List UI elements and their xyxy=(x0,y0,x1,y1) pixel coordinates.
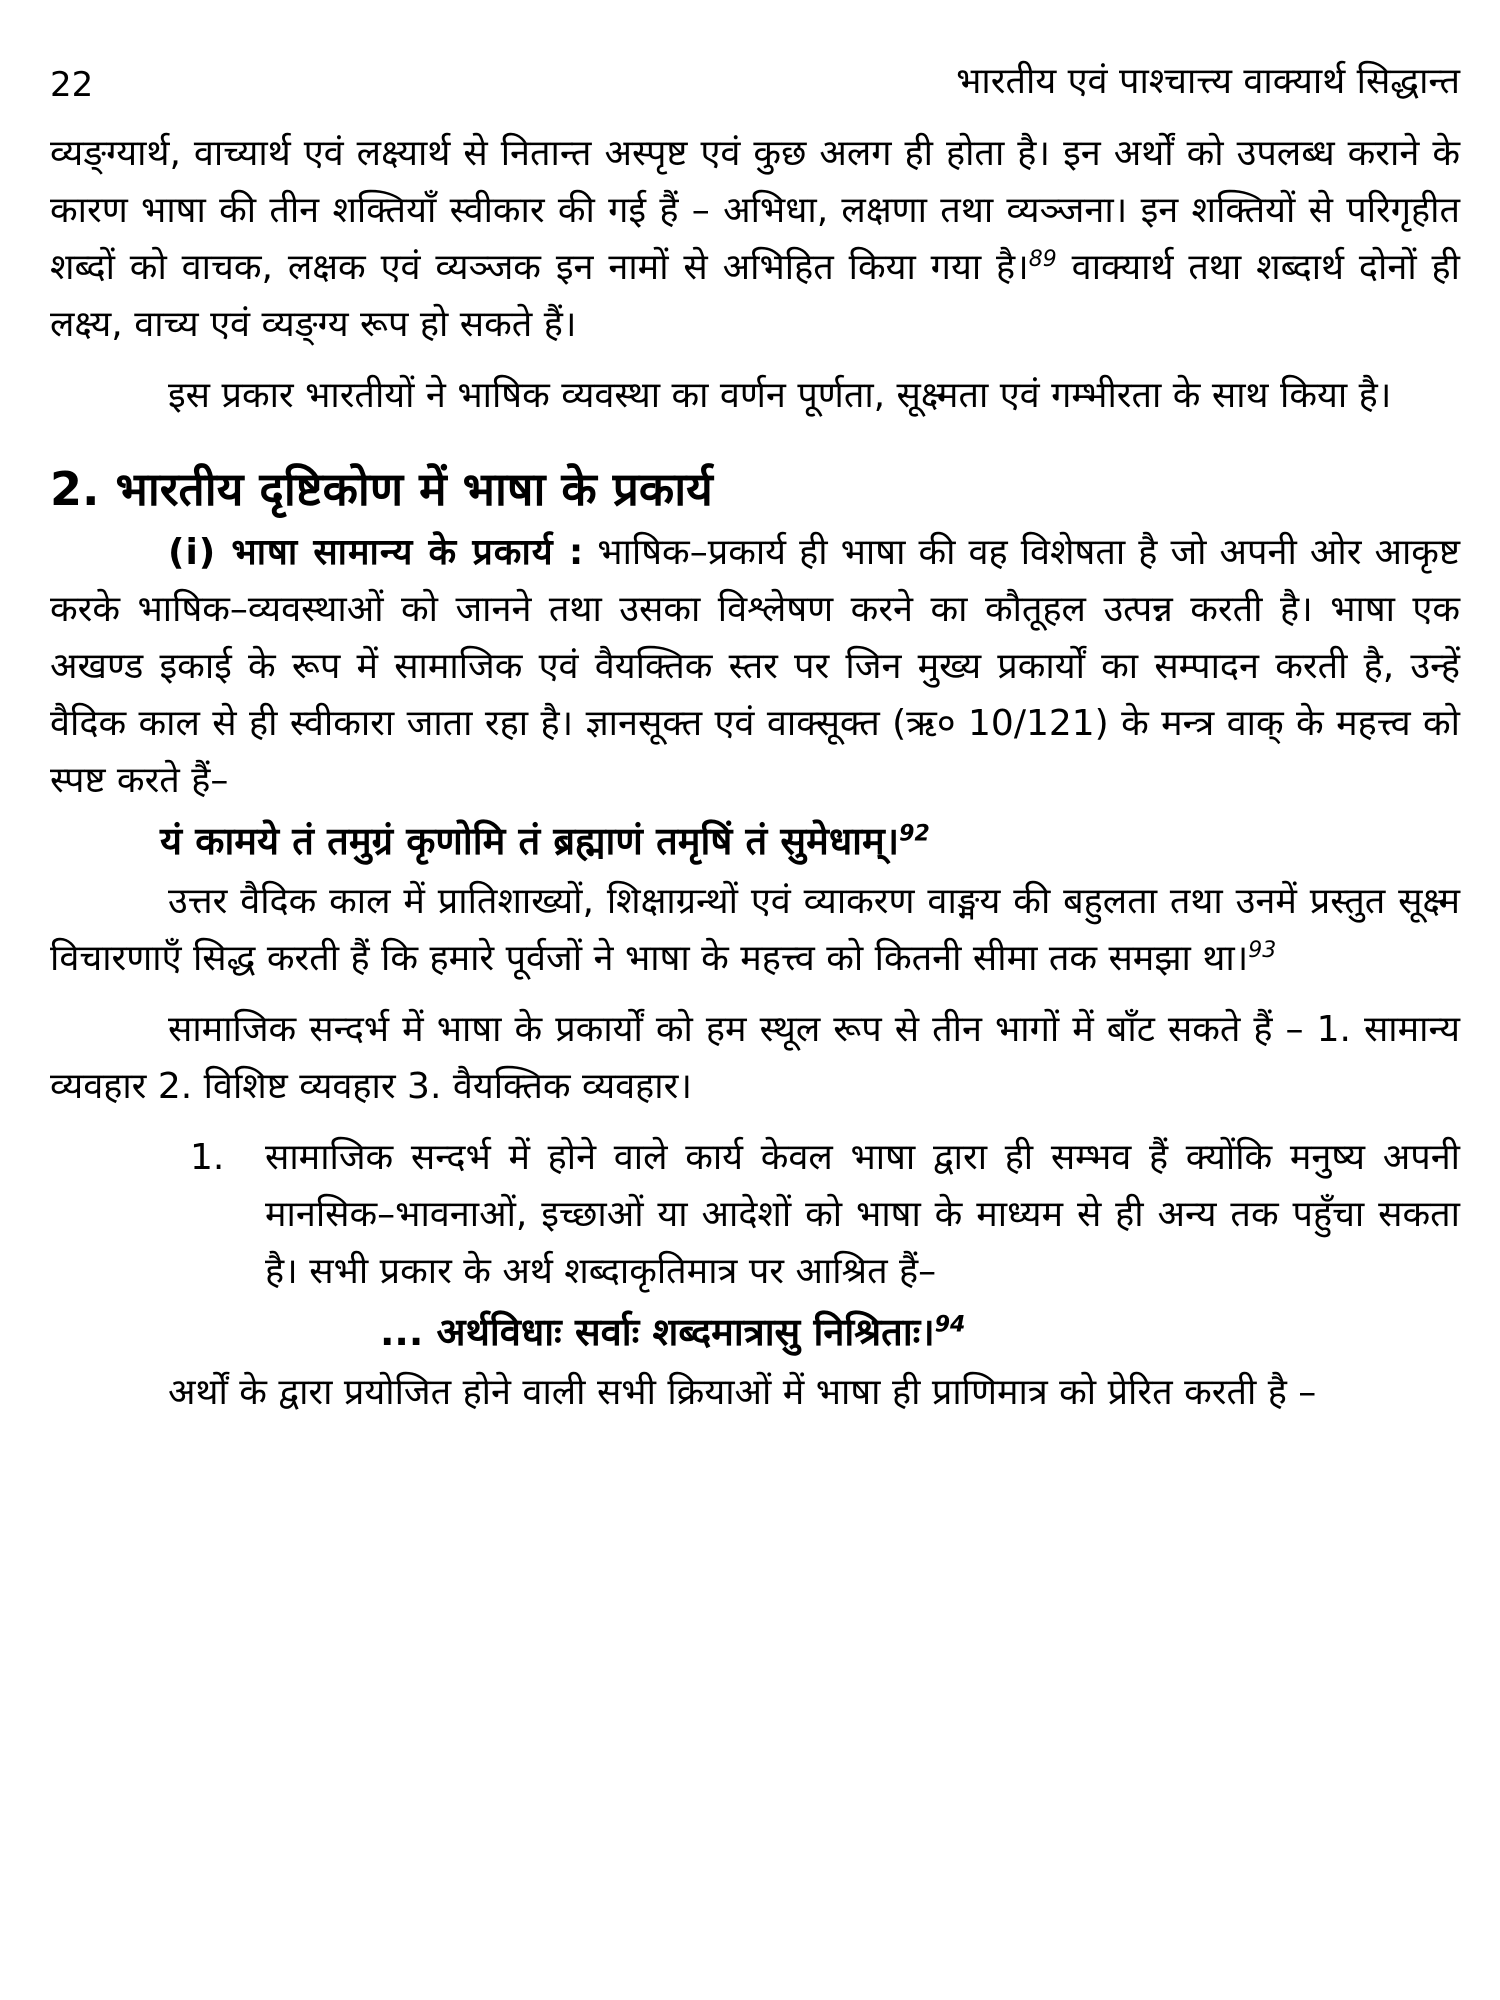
footnote-ref-89: 89 xyxy=(1028,247,1057,272)
paragraph-2: इस प्रकार भारतीयों ने भाषिक व्यवस्था का वर्णन पूर्णता, सूक्ष्मता एवं गम्भीरता के साथ किया है। xyxy=(168,375,1392,416)
paragraph-5: सामाजिक सन्दर्भ में भाषा के प्रकार्यों को हम स्थूल रूप से तीन भागों में बाँट सकते हैं – 1. सामान्य व्यवहार 2. विशिष्ट व्यवहार 3. वैयक्तिक व्यवहार। xyxy=(50,1009,1460,1107)
paragraph-3-text: भाषिक–प्रकार्य ही भाषा की वह विशेषता है जो अपनी ओर आकृष्ट करके भाषिक–व्यवस्थाओं को जानने तथा उसका विश्लेषण करने का कौतूहल उत्पन्न करती है। भाषा एक अखण्ड इकाई के रूप में सामाजिक एवं वैयक्तिक स्तर पर जिन मुख्य प्रकार्यों का सम्पादन करती है, उन्हें वैदिक काल से ही स्वीकारा जाता रहा है। ज्ञानसूक्त एवं वाक्सूक्त (ऋ० 10/121) के मन्त्र वाक् के महत्त्व को स्पष्ट करते हैं– xyxy=(50,532,1460,801)
verse-quote-1 xyxy=(50,809,1460,873)
paragraph-1-text: व्यङ्ग्यार्थ, वाच्यार्थ एवं लक्ष्यार्थ से नितान्त अस्पृष्ट एवं कुछ अलग ही होता है। इन अर्थों को उपलब्ध कराने के कारण भाषा की तीन शक्तियाँ स्वीकार की गई हैं – अभिधा, लक्षणा तथा व्यञ्जना। इन शक्तियों से परिगृहीत शब्दों को वाचक, लक्षक एवं व्यञ्जक इन नामों से अभिहित किया गया है। xyxy=(50,133,1460,288)
verse-2-text: ... अर्थविधाः सर्वाः शब्दमात्रासु निश्रिताः। xyxy=(380,1310,935,1354)
paragraph-1-tail: वाक्यार्थ तथा शब्दार्थ दोनों ही लक्ष्य, वाच्य एवं व्यङ्ग्य रूप हो सकते हैं। xyxy=(50,247,1460,345)
list-item-text: सामाजिक सन्दर्भ में होने वाले कार्य केवल भाषा द्वारा ही सम्भव हैं क्योंकि मनुष्य अपनी मानसिक–भावनाओं, इच्छाओं या आदेशों को भाषा के माध्यम से ही अन्य तक पहुँचा सकता है। सभी प्रकार के अर्थ शब्दाकृतिमात्र पर आश्रित हैं– xyxy=(265,1137,1460,1292)
paragraph-3 xyxy=(50,524,1460,809)
verse-quote-2 xyxy=(50,1300,1460,1364)
footnote-ref-93: 93 xyxy=(1248,938,1277,963)
verse-1-text: यं कामये तं तमुग्रं कृणोमि तं ब्रह्माणं तमृषिं तं सुमेधाम्। xyxy=(160,819,900,863)
page-header xyxy=(50,55,1460,125)
subsection-label: (i) भाषा सामान्य के प्रकार्य : xyxy=(168,532,585,573)
list-item-number: 1. xyxy=(190,1137,225,1178)
paragraph-4 xyxy=(50,873,1460,987)
numbered-list-item-1 xyxy=(190,1129,1460,1300)
document-page xyxy=(50,55,1460,1421)
paragraph-6: अर्थों के द्वारा प्रयोजित होने वाली सभी क्रियाओं में भाषा ही प्राणिमात्र को प्रेरित करती है – xyxy=(168,1372,1317,1413)
footnote-ref-92: 92 xyxy=(899,821,930,847)
section-heading: 2. भारतीय दृष्टिकोण में भाषा के प्रकार्य xyxy=(50,462,713,516)
paragraph-1 xyxy=(50,125,1460,353)
footnote-ref-94: 94 xyxy=(934,1312,966,1338)
page-number: 22 xyxy=(50,65,94,105)
paragraph-4-text: उत्तर वैदिक काल में प्रातिशाख्यों, शिक्षाग्रन्थों एवं व्याकरण वाङ्मय की बहुलता तथा उनमें प्रस्तुत सूक्ष्म विचारणाएँ सिद्ध करती हैं कि हमारे पूर्वजों ने भाषा के महत्त्व को कितनी सीमा तक समझा था। xyxy=(50,881,1460,979)
running-title: भारतीय एवं पाश्चात्त्य वाक्यार्थ सिद्धान्त xyxy=(956,61,1460,102)
